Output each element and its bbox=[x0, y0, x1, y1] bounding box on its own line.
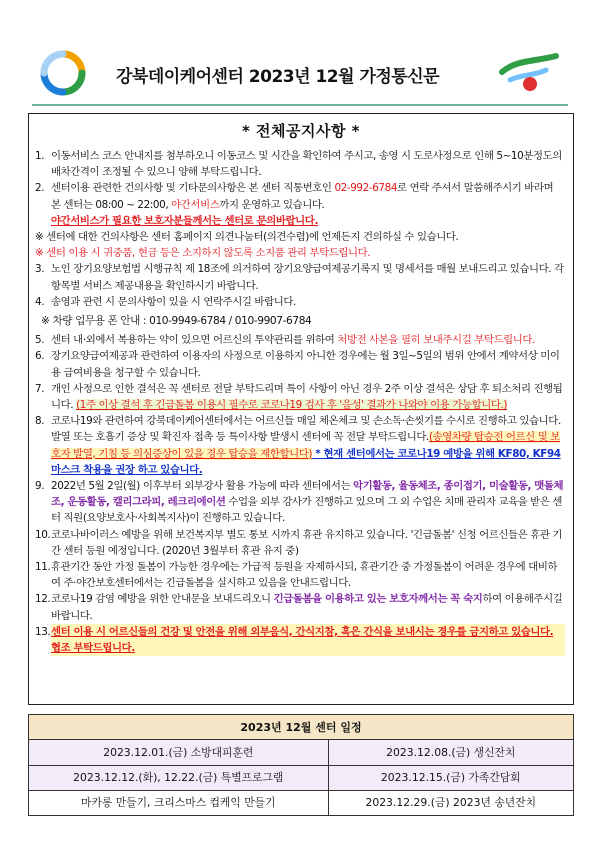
item-text: 코로나바이러스 예방을 위해 보건복지부 별도 통보 시까지 휴관 유지하고 있습니다. '긴급돌봄' 신청 어르신들은 휴관 기간 센터 등원 예정입니다. (2020년 3월부터 휴관 유지 중) bbox=[51, 528, 563, 557]
item-text: 2022년 5월 2일(월) 이후부터 외부강사 활용 가능에 따라 센터에서는 악기활동, 율동체조, 종이접기, 미술활동, 맷돌체조, 운동활동, 캘리그라피, 레크리에이션 수업을 외부 강사가 진행하고 있으며 그 외 수업은 치매 관리자 교육을 받은 센터 직원(요양보호사·사회복지사)이 진행하고 있습니다. bbox=[51, 480, 564, 525]
notice-item-12 bbox=[35, 591, 565, 623]
item-text: 센터 내·외에서 복용하는 약이 있으면 어르신의 투약관리를 위하여 처방전 사본을 필히 보내주시길 부탁드립니다. bbox=[51, 334, 535, 347]
schedule-table bbox=[28, 714, 574, 816]
item-text: 센터 이용 시 어르신들의 건강 및 안전을 위해 외부음식, 간식지참, 혹은 간식을 보내시는 경우를 금지하고 있습니다. 협조 부탁드립니다. bbox=[51, 624, 565, 656]
item-number: 11. bbox=[35, 561, 51, 574]
item-number: 8. bbox=[35, 415, 45, 428]
notice-item-2 bbox=[35, 180, 565, 229]
item-text: 노인 장기요양보험법 시행규칙 제 18조에 의거하여 장기요양급여제공기록지 및 명세서를 매월 보내드리고 있습니다. 각 항목별 서비스 제공내용을 확인하시기 바랍니다. bbox=[51, 263, 564, 292]
night-service-notice: 야간서비스가 필요한 보호자분들께서는 센터로 문의바랍니다. bbox=[51, 214, 318, 227]
item-number: 6. bbox=[35, 350, 45, 363]
item-number: 10. bbox=[35, 528, 51, 541]
notice-list bbox=[35, 148, 565, 656]
item-text: 코로나19 감염 예방을 위한 안내문을 보내드리오니 긴급돌봄을 이용하고 있는 보호자께서는 꼭 숙지하여 이용해주시길 바랍니다. bbox=[51, 593, 563, 622]
item-number: 7. bbox=[35, 382, 45, 395]
table-row bbox=[29, 790, 574, 815]
page-title: 강북데이케어센터 2023년 12월 가정통신문 bbox=[116, 67, 440, 87]
item-text: 휴관기간 동안 가정 돌봄이 가능한 경우에는 가급적 등원을 자제하시되, 휴관기간 중 가정돌봄이 어려운 경우에 대비하여 주·야간보호센터에서는 긴급돌봄을 실시하고 있음을 안내드립니다. bbox=[51, 561, 558, 590]
notice-item-11 bbox=[35, 559, 565, 591]
schedule-cell: 2023.12.12.(화), 12.22.(금) 특별프로그램 bbox=[29, 765, 329, 790]
notice-box bbox=[28, 113, 574, 705]
schedule-cell: 2023.12.01.(금) 소방대피훈련 bbox=[29, 740, 329, 765]
notice-item-4 bbox=[35, 294, 565, 310]
item-text: 코로나19와 관련하여 강북데이케어센터에서는 어르신들 매일 체온체크 및 손소독·손씻기를 수시로 진행하고 있습니다. 발열 또는 호흡기 증상 및 확진자 접촉 등 특이사항 발생시 센터에 꼭 전달 부탁드립니다.(송영차량 탑승전 어르신 및 보호자 발열, 기침 등 의심증상이 있을 경우 탑승을 제한합니다) * 현재 센터에서는 코로나19 예방을 위해 KF80, KF94 마스크 착용을 권장 하고 있습니다. bbox=[51, 415, 561, 476]
schedule-cell: 2023.12.15.(금) 가족간담회 bbox=[328, 765, 573, 790]
schedule-cell: 2023.12.29.(금) 2023년 송년잔치 bbox=[328, 790, 573, 815]
item-number: 9. bbox=[35, 480, 45, 493]
circle-swirl-logo-icon bbox=[40, 50, 86, 96]
item-number: 1. bbox=[35, 150, 45, 162]
notice-item-3 bbox=[35, 261, 565, 293]
schedule-cell: 2023.12.08.(금) 생신잔치 bbox=[328, 740, 573, 765]
item-number: 13. bbox=[35, 625, 51, 638]
item-number: 5. bbox=[35, 334, 45, 347]
district-emblem-logo-icon bbox=[498, 50, 560, 96]
schedule-cell: 마카롱 만들기, 크리스마스 컵케익 만들기 bbox=[29, 790, 329, 815]
notice-item-8 bbox=[35, 413, 565, 478]
schedule-title: 2023년 12월 센터 일정 bbox=[29, 715, 574, 740]
table-row bbox=[29, 740, 574, 765]
table-row bbox=[29, 765, 574, 790]
notice-title: * 전체공지사항 * bbox=[241, 122, 361, 140]
note-valuables: ※ 센터 이용 시 귀중품, 현금 등은 소지하지 않도록 소지품 관리 부탁드립니다. bbox=[35, 247, 371, 260]
header-divider bbox=[32, 104, 568, 106]
notice-item-9 bbox=[35, 478, 565, 527]
item-number: 4. bbox=[35, 295, 45, 308]
center-phone: 02-992-6784 bbox=[334, 182, 398, 195]
item-number: 2. bbox=[35, 182, 45, 195]
item-text: 송영과 관련 시 문의사항이 있을 시 연락주시길 바랍니다. bbox=[51, 295, 296, 308]
item-number: 3. bbox=[35, 263, 45, 276]
notice-item-6 bbox=[35, 348, 565, 380]
notice-item-13 bbox=[35, 624, 565, 656]
note-suggestion: ※ 센터에 대한 건의사항은 센터 홈페이지 의견나눔터(의견수렴)에 언제든지 건의하실 수 있습니다. bbox=[35, 231, 459, 244]
notice-item-10 bbox=[35, 527, 565, 559]
notice-item-1 bbox=[35, 148, 565, 180]
item-number: 12. bbox=[35, 593, 51, 606]
notice-item-5 bbox=[35, 332, 565, 348]
item-text: 센터이용 관련한 건의사항 및 기타문의사항은 본 센터 직통번호인 02-992-6784로 연락 주셔서 말씀해주시기 바라며 본 센터는 08:00 ~ 22:00, 야간서비스까지 운영하고 있습니다. 야간서비스가 필요한 보호자분들께서는 센터로 문의바랍니다. bbox=[51, 182, 554, 227]
item-text: 개인 사정으로 인한 결석은 꼭 센터로 전달 부탁드리며 특이 사항이 아닌 경우 2주 이상 결석은 상담 후 퇴소처리 진행됩니다. (1주 이상 결석 후 긴급돌봄 이용시 필수로 코로나19 검사 후 '음성' 결과가 나와야 이용 가능합니다.) bbox=[51, 382, 563, 412]
vehicle-phone-line: ※ 차량 업무용 폰 안내 : 010-9949-6784 / 010-9907-6784 bbox=[41, 315, 312, 328]
item-text: 장기요양급여제공과 관련하여 이용자의 사정으로 이용하지 아니한 경우에는 월 3일~5일의 범위 안에서 계약서상 미이용 급여비용을 청구할 수 있습니다. bbox=[51, 350, 560, 379]
notice-item-7 bbox=[35, 381, 565, 413]
item-text: 이동서비스 코스 안내지를 첨부하오니 이동코스 및 시간을 확인하여 주시고, 송영 시 도로사정으로 인해 5~10분정도의 배차간격이 조정될 수 있으니 양해 부탁드립니다. bbox=[51, 150, 562, 179]
